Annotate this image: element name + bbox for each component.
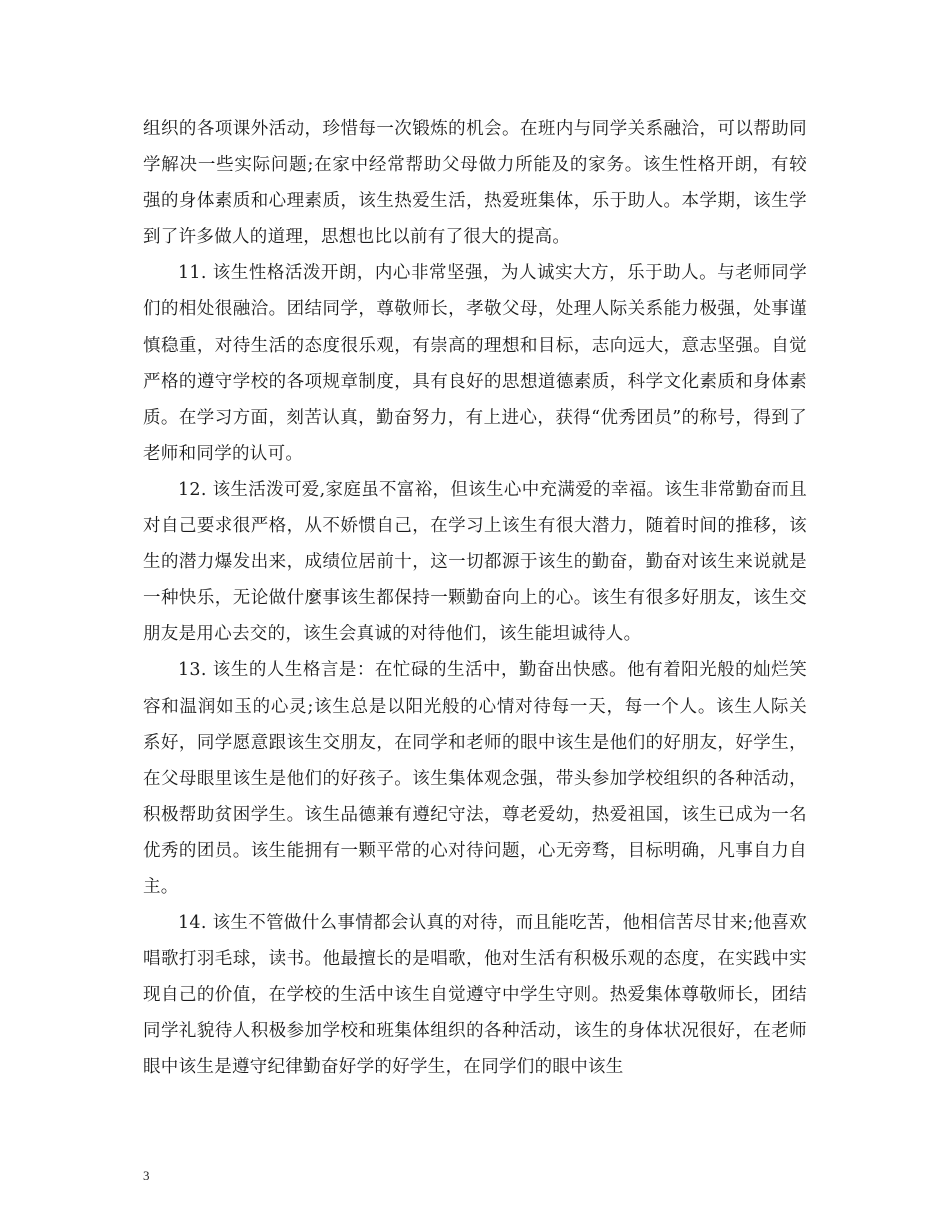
paragraph-continued: 组织的各项课外活动，珍惜每一次锻炼的机会。在班内与同学关系融洽，可以帮助同学解决一些实际问题;在家中经常帮助父母做力所能及的家务。该生性格开朗，有较强的身体素质和心理素质，该生热爱生活，热爱班集体，乐于助人。本学期，该生学到了许多做人的道理，思想也比以前有了很大的提高。 [143, 119, 807, 248]
document-body [143, 111, 807, 1086]
paragraph-item-14: 14. 该生不管做什么事情都会认真的对待，而且能吃苦，他相信苦尽甘来;他喜欢唱歌打羽毛球，读书。他最擅长的是唱歌，他对生活有积极乐观的态度，在实践中实现自己的价值，在学校的生活中该生自觉遵守中学生守则。热爱集体尊敬师长，团结同学礼貌待人积极参加学校和班集体组织的各种活动，该生的身体状况很好，在老师眼中该生是遵守纪律勤奋好学的好学生，在同学们的眼中该生 [143, 913, 807, 1078]
paragraph-item-12: 12. 该生活泼可爱,家庭虽不富裕，但该生心中充满爱的幸福。该生非常勤奋而且对自己要求很严格，从不娇惯自己，在学习上该生有很大潜力，随着时间的推移，该生的潜力爆发出来，成绩位居前十，这一切都源于该生的勤奋，勤奋对该生来说就是一种快乐，无论做什麼事该生都保持一颗勤奋向上的心。该生有很多好朋友，该生交朋友是用心去交的，该生会真诚的对待他们，该生能坦诚待人。 [143, 479, 807, 645]
paragraph-item-13: 13. 该生的人生格言是：在忙碌的生活中，勤奋出快感。他有着阳光般的灿烂笑容和温润如玉的心灵;该生总是以阳光般的心情对待每一天，每一个人。该生人际关系好，同学愿意跟该生交朋友，在同学和老师的眼中该生是他们的好朋友，好学生，在父母眼里该生是他们的好孩子。该生集体观念强，带头参加学校组织的各种活动，积极帮助贫困学生。该生品德兼有遵纪守法，尊老爱幼，热爱祖国，该生已成为一名优秀的团员。该生能拥有一颗平常的心对待问题，心无旁骛，目标明确，凡事自力自主。 [143, 660, 807, 897]
paragraph-item-11: 11. 该生性格活泼开朗，内心非常坚强，为人诚实大方，乐于助人。与老师同学们的相处很融洽。团结同学，尊敬师长，孝敬父母，处理人际关系能力极强，处事谨慎稳重，对待生活的态度很乐观，有崇高的理想和目标，志向远大，意志坚强。自觉严格的遵守学校的各项规章制度，具有良好的思想道德素质，科学文化素质和身体素质。在学习方面，刻苦认真，勤奋努力，有上进心，获得“优秀团员”的称号，得到了老师和同学的认可。 [143, 263, 807, 464]
page-number: 3 [143, 1168, 150, 1183]
